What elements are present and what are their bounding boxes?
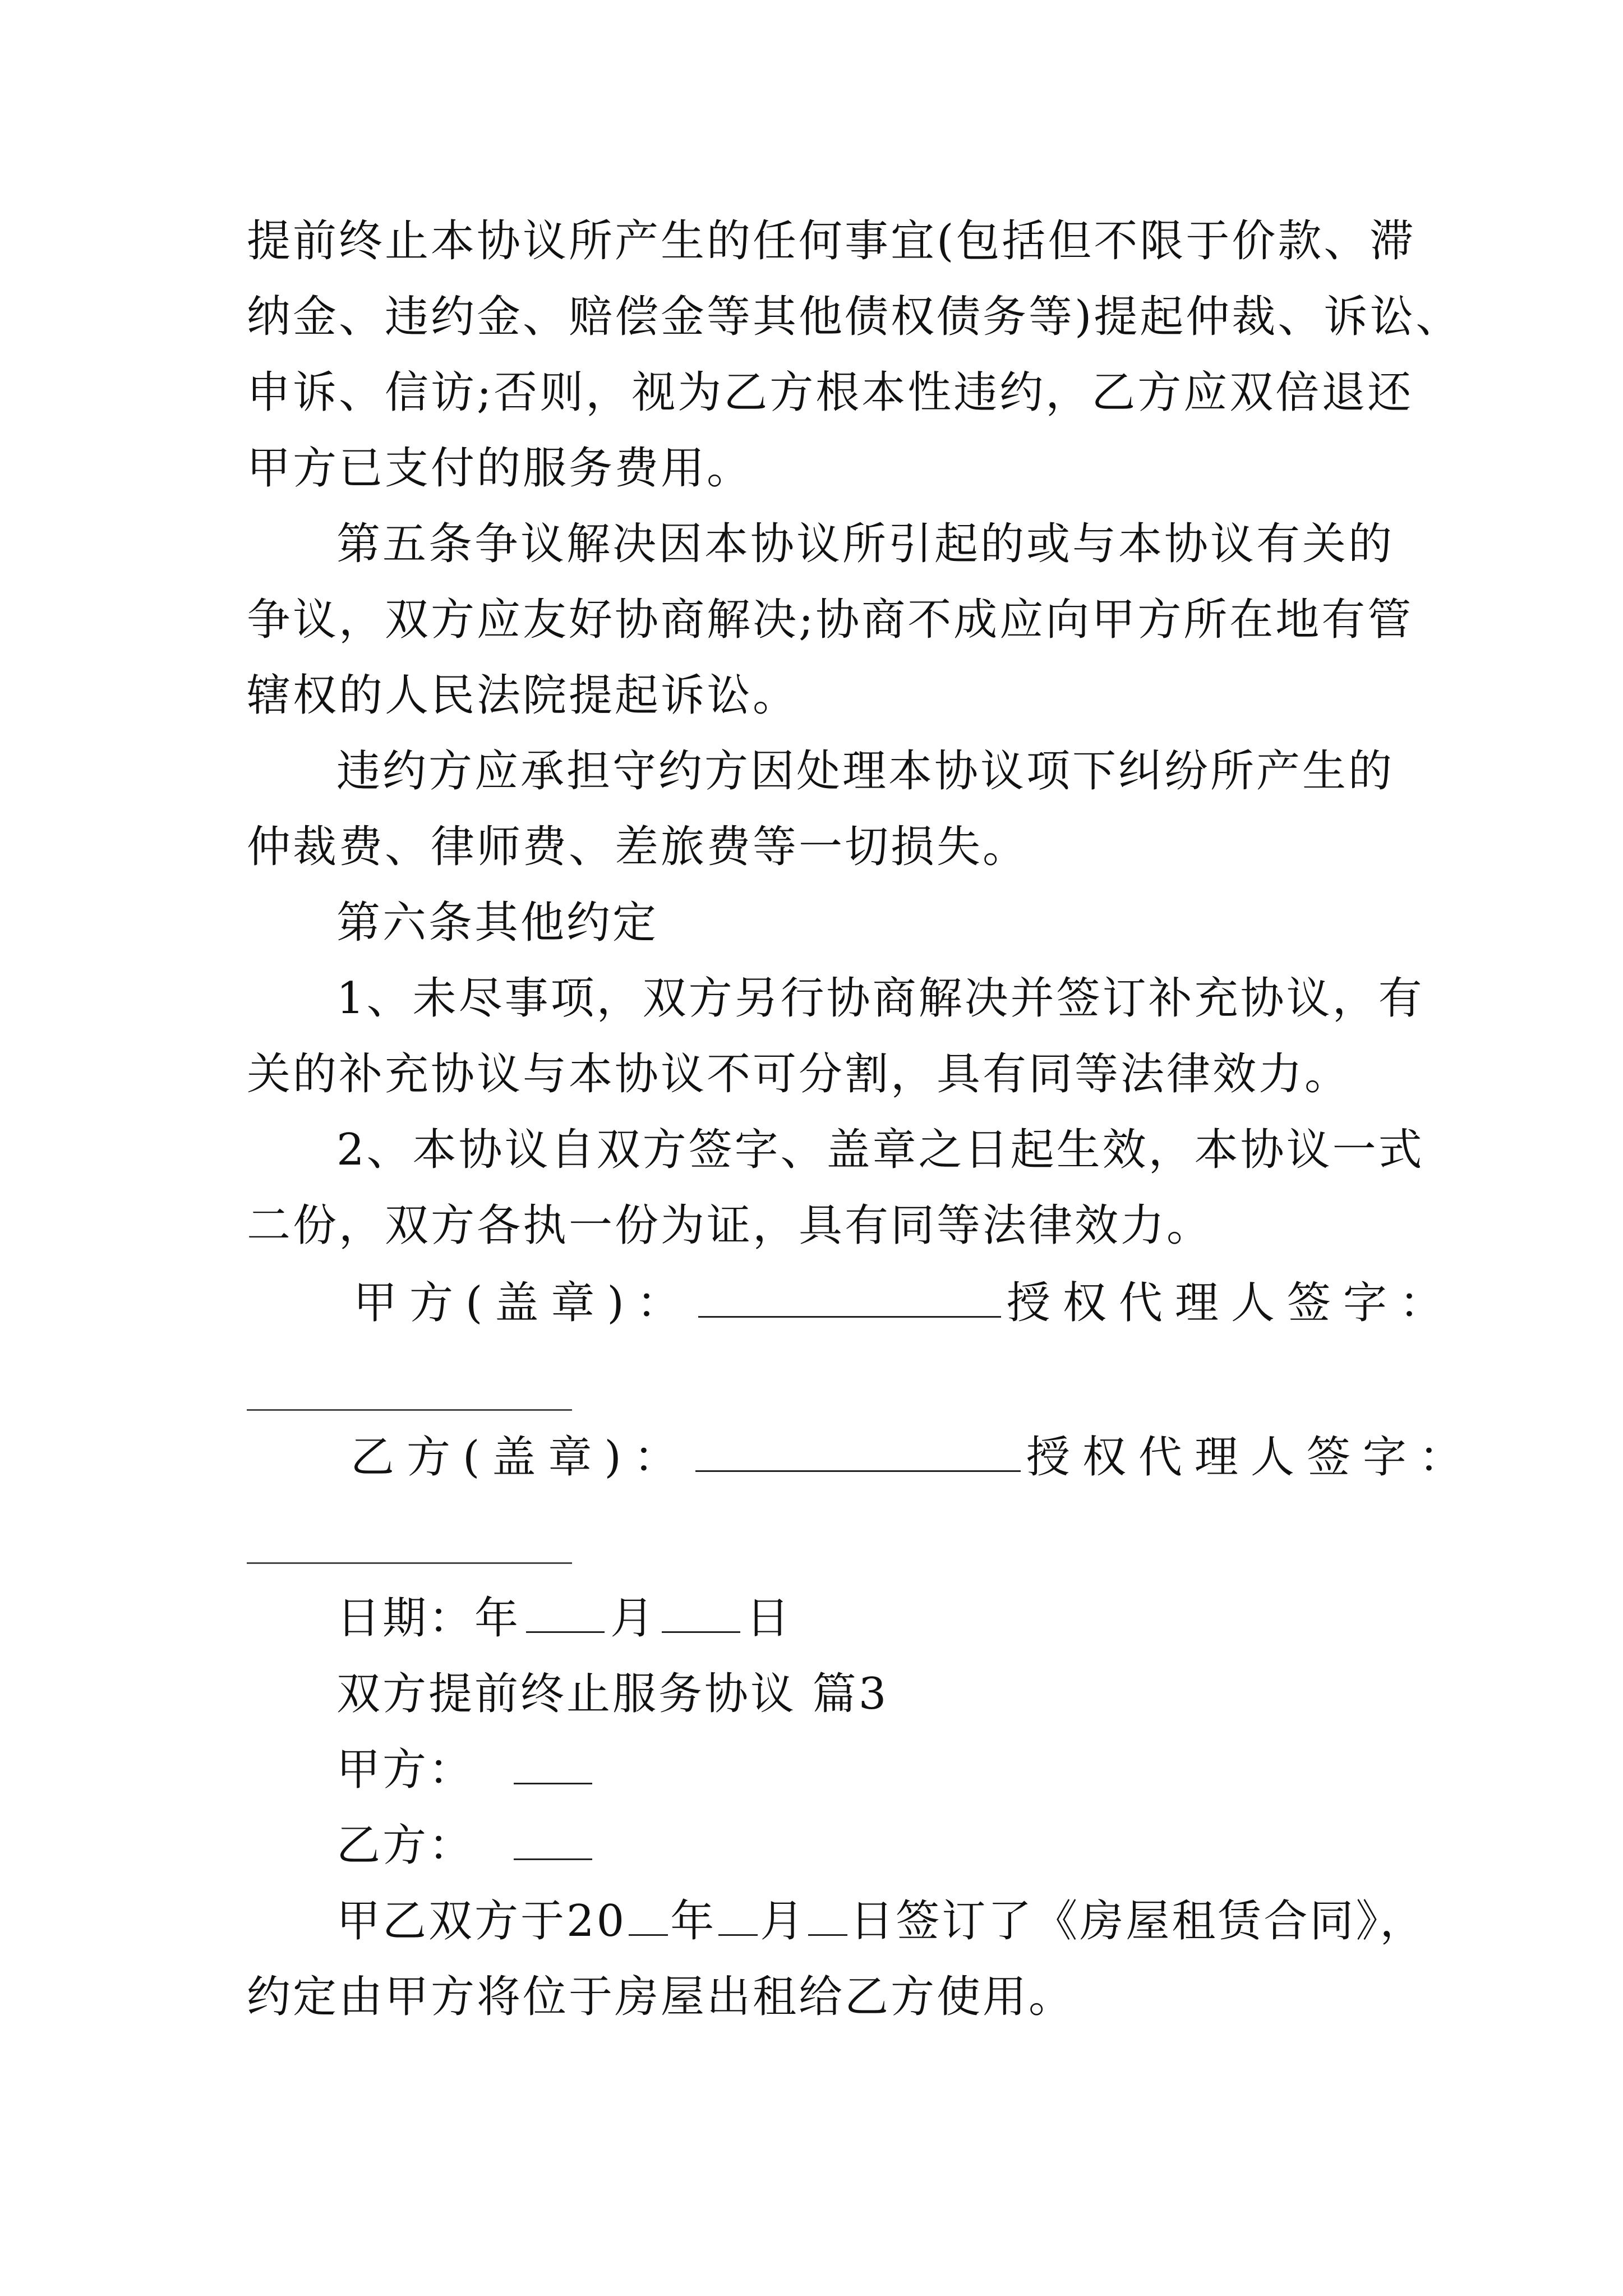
clause-two-line: 2、本协议自双方签字、盖章之日起生效，本协议一式 xyxy=(336,1125,1424,1175)
body-text-line: 申诉、信访;否则，视为乙方根本性违约，乙方应双倍退还 xyxy=(247,367,1414,418)
day-label: 日 xyxy=(850,1896,896,1947)
body-text-line: 甲方已支付的服务费用。 xyxy=(247,443,753,494)
section-three-party-b-line xyxy=(336,1815,1391,1876)
year-blank[interactable] xyxy=(629,1931,668,1936)
lease-contract-line xyxy=(336,1890,1426,1952)
date-label: 日期： xyxy=(336,1593,475,1644)
clause-one-line: 1、未尽事项，双方另行协商解决并签订补充协议，有 xyxy=(336,973,1424,1024)
party-b-seal-label: 乙方(盖章)： xyxy=(351,1432,690,1483)
date-year-label: 年 xyxy=(474,1593,521,1644)
party-a-agent-label: 授权代理人签字： xyxy=(1006,1278,1455,1328)
lease-text-end: 签订了《房屋租赁合同》， xyxy=(896,1896,1426,1947)
body-text-line: 争议，双方应友好协商解决;协商不成应向甲方所在地有管 xyxy=(247,595,1414,645)
party-a-signature-line xyxy=(353,1272,1455,1334)
day-blank[interactable] xyxy=(662,1628,740,1633)
month-blank[interactable] xyxy=(718,1931,758,1936)
party-b-label: 乙方： xyxy=(336,1820,475,1871)
section-three-party-a-line xyxy=(336,1739,1391,1801)
party-b-signature-line xyxy=(351,1427,1475,1488)
body-text-line: 纳金、违约金、赔偿金等其他债权债务等)提起仲裁、诉讼、 xyxy=(247,292,1462,342)
section-three-title: 双方提前终止服务协议 篇3 xyxy=(336,1669,889,1719)
body-text-line: 关的补充协议与本协议不可分割，具有同等法律效力。 xyxy=(247,1049,1351,1099)
party-a-agent-signature-blank[interactable] xyxy=(247,1409,572,1411)
article-five-heading-line: 第五条争议解决因本协议所引起的或与本协议有关的 xyxy=(336,519,1395,569)
party-a-name-blank[interactable] xyxy=(514,1779,592,1784)
lease-text-start: 甲乙双方于 xyxy=(336,1896,567,1947)
body-text-line: 违约方应承担守约方因处理本协议项下纠纷所产生的 xyxy=(336,746,1395,797)
body-text-line: 仲裁费、律师费、差旅费等一切损失。 xyxy=(247,822,1029,872)
body-text-line: 约定由甲方将位于房屋出租给乙方使用。 xyxy=(247,1972,1075,2022)
party-a-label: 甲方： xyxy=(336,1745,475,1795)
month-blank[interactable] xyxy=(526,1628,605,1633)
month-label: 月 xyxy=(760,1896,806,1947)
year-prefix: 20 xyxy=(566,1896,627,1947)
date-day-label: 日 xyxy=(746,1593,792,1644)
party-a-seal-blank[interactable] xyxy=(698,1313,1001,1318)
party-a-seal-label: 甲方(盖章)： xyxy=(353,1278,693,1328)
body-text-line: 提前终止本协议所产生的任何事宜(包括但不限于价款、滞 xyxy=(247,216,1416,266)
year-label: 年 xyxy=(670,1896,717,1947)
day-blank[interactable] xyxy=(808,1931,847,1936)
date-line xyxy=(336,1588,1391,1649)
body-text-line: 二份，双方各执一份为证，具有同等法律效力。 xyxy=(247,1200,1213,1251)
party-b-name-blank[interactable] xyxy=(514,1855,592,1860)
body-text-line: 辖权的人民法院提起诉讼。 xyxy=(247,670,799,721)
article-six-heading: 第六条其他约定 xyxy=(336,898,659,948)
party-b-agent-signature-blank[interactable] xyxy=(247,1562,572,1564)
party-b-seal-blank[interactable] xyxy=(695,1467,1021,1472)
party-b-agent-label: 授权代理人签字： xyxy=(1026,1432,1475,1483)
date-month-label: 月 xyxy=(610,1593,657,1644)
